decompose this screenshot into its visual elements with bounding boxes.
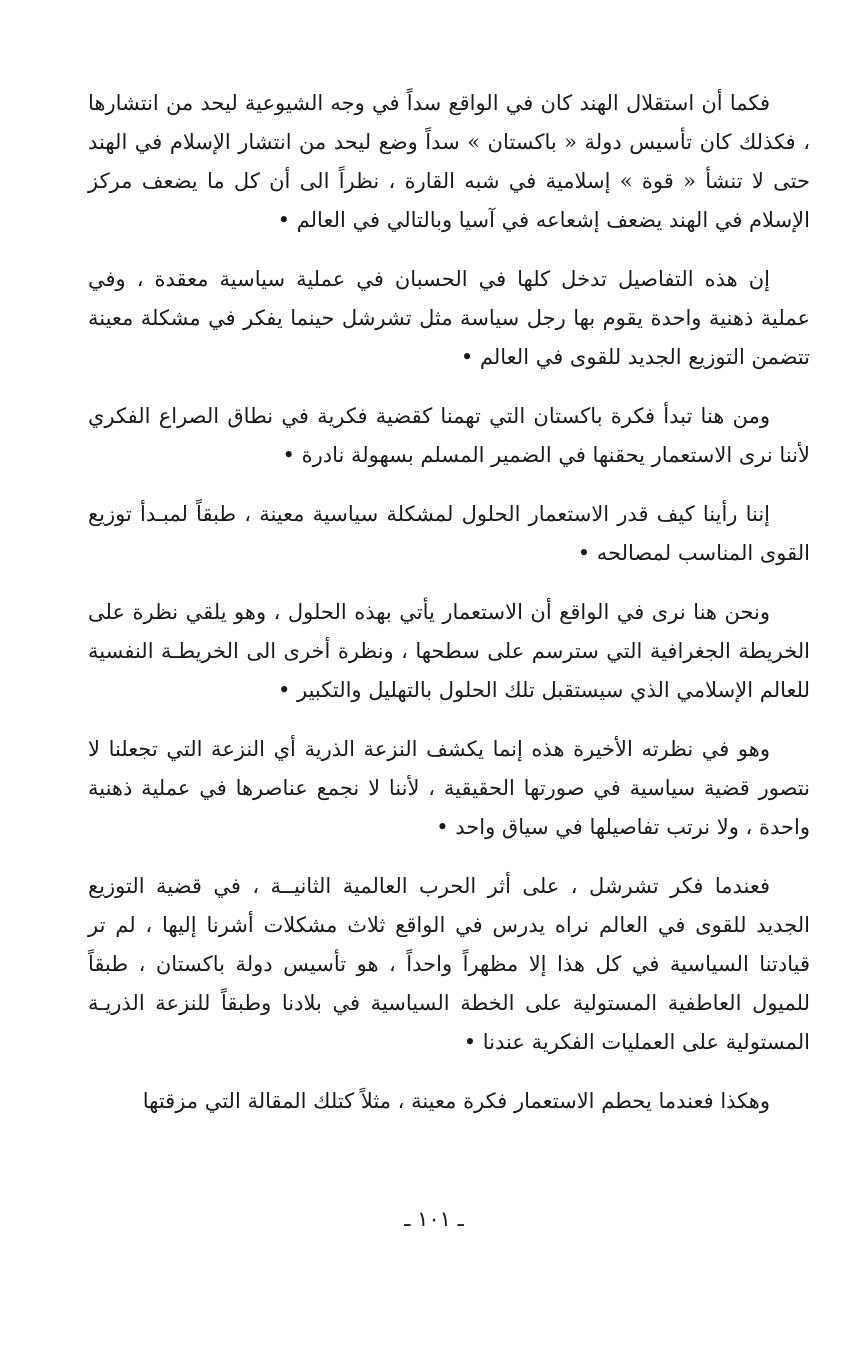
paragraph-5: ونحن هنا نرى في الواقع أن الاستعمار يأتي بهذه الحلول ، وهو يلقي نظرة على الخريطة الجغرافية التي سترسم على سطحها ، ونظرة أخرى الى الخريطـة النفسية للعالم الإسلامي الذي سيستقبل تلك الحلول بالتهليل والتكبير • — [88, 600, 810, 702]
paragraph-4: إننا رأينا كيف قدر الاستعمار الحلول لمشكلة سياسية معينة ، طبقاً لمبـدأ توزيع القوى المناسب لمصالحه • — [88, 502, 810, 565]
paragraph-3: ومن هنا تبدأ فكرة باكستان التي تهمنا كقضية فكرية في نطاق الصراع الفكري لأننا نرى الاستعمار يحقنها في الضمير المسلم بسهولة نادرة • — [88, 404, 810, 467]
paragraph-7: فعندما فكر تشرشل ، على أثر الحرب العالمية الثانيــة ، في قضية التوزيع الجديد للقوى في العالم نراه يدرس في الواقع ثلاث مشكلات أشرنا إليها ، لم تر قيادتنا السياسية في كل هذا إلا مظهراً واحداً ، هو تأسيس دولة باكستان ، طبقاً للميول العاطفية المستولية على الخطة السياسية في بلادنا وطبقاً للنزعة الذريـة المستولية على العمليات الفكرية عندنا • — [88, 874, 810, 1054]
body-text — [88, 84, 810, 1121]
paragraph-2: إن هذه التفاصيل تدخل كلها في الحسبان في عملية سياسية معقدة ، وفي عملية ذهنية واحدة يقوم بها رجل سياسة مثل تشرشل حينما يفكر في مشكلة معينة تتضمن التوزيع الجديد للقوى في العالم • — [88, 267, 810, 369]
page-number: ـ ١٠١ ـ — [404, 1207, 464, 1231]
paragraph-8: وهكذا فعندما يحطم الاستعمار فكرة معينة ، مثلاً كتلك المقالة التي مزقتها — [142, 1089, 770, 1113]
paragraph-6: وهو في نظرته الأخيرة هذه إنما يكشف النزعة الذرية أي النزعة التي تجعلنا لا نتصور قضية سياسية في صورتها الحقيقية ، لأننا لا نجمع عناصرها في عملية ذهنية واحدة ، ولا نرتب تفاصيلها في سياق واحد • — [88, 737, 810, 839]
paragraph-1: فكما أن استقلال الهند كان في الواقع سداً في وجه الشيوعية ليحد من انتشارها ، فكذلك كان تأسيس دولة « باكستان » سداً وضع ليحد من انتشار الإسلام في الهند حتى لا تنشأ « قوة » إسلامية في شبه القارة ، نظراً الى أن كل ما يضعف مركز الإسلام في الهند يضعف إشعاعه في آسيا وبالتالي في العالم • — [88, 91, 810, 232]
